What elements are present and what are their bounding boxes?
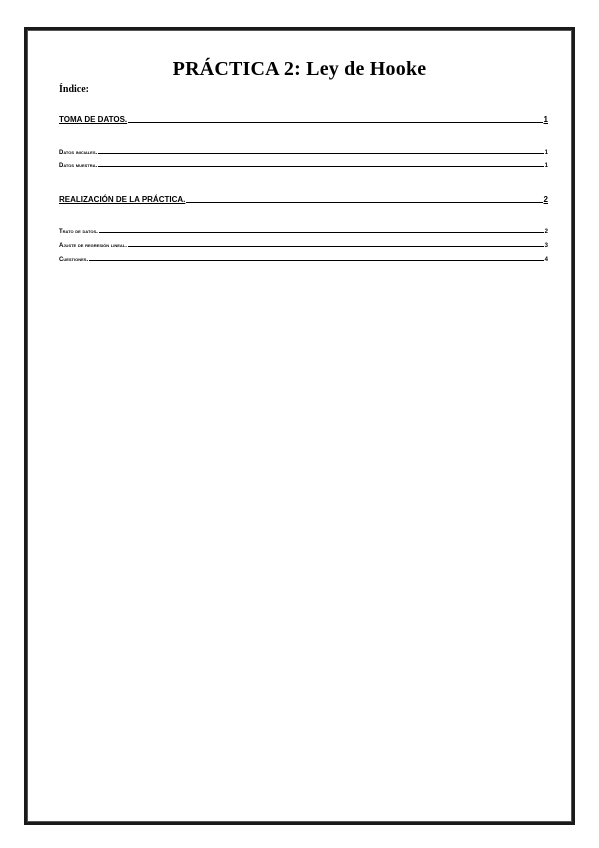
toc-leader-line (98, 153, 543, 154)
toc-entry-page: 1 (543, 115, 548, 124)
toc-entry-page: 2 (543, 195, 548, 204)
toc-entry-trato-de-datos[interactable] (59, 229, 548, 235)
toc-leader-line (98, 166, 543, 167)
toc-entry-datos-muestra[interactable] (59, 163, 548, 169)
toc-entry-toma-de-datos[interactable] (59, 115, 548, 124)
toc-entry-label: Cuestiones. (59, 257, 89, 263)
toc-leader-line (186, 202, 542, 203)
document-title: PRÁCTICA 2: Ley de Hooke (172, 58, 427, 80)
toc-entry-page: 2 (544, 229, 548, 235)
toc-entry-ajuste-regresion[interactable] (59, 243, 548, 249)
toc-leader-line (128, 122, 542, 123)
toc-entry-page: 4 (544, 257, 548, 263)
toc-entry-label: Trato de datos. (59, 229, 98, 235)
toc-entry-page: 1 (544, 150, 548, 156)
toc-entry-label: Datos iniciales. (59, 150, 98, 156)
toc-entry-page: 1 (544, 163, 548, 169)
page-border (24, 27, 575, 825)
toc-entry-datos-iniciales[interactable] (59, 150, 548, 156)
toc-entry-label: Ajuste de regresión lineal. (59, 243, 127, 249)
toc-entry-label: TOMA DE DATOS. (59, 115, 128, 124)
toc-entry-cuestiones[interactable] (59, 257, 548, 263)
toc-entry-label: Datos muestra. (59, 163, 98, 169)
toc-leader-line (89, 260, 544, 261)
toc-leader-line (128, 246, 544, 247)
toc-leader-line (99, 232, 544, 233)
index-heading: Índice: (59, 84, 89, 95)
toc-entry-realizacion-practica[interactable] (59, 195, 548, 204)
toc-entry-page: 3 (544, 243, 548, 249)
page-inner-frame (27, 30, 572, 822)
toc-entry-label: REALIZACIÓN DE LA PRÁCTICA. (59, 195, 186, 204)
